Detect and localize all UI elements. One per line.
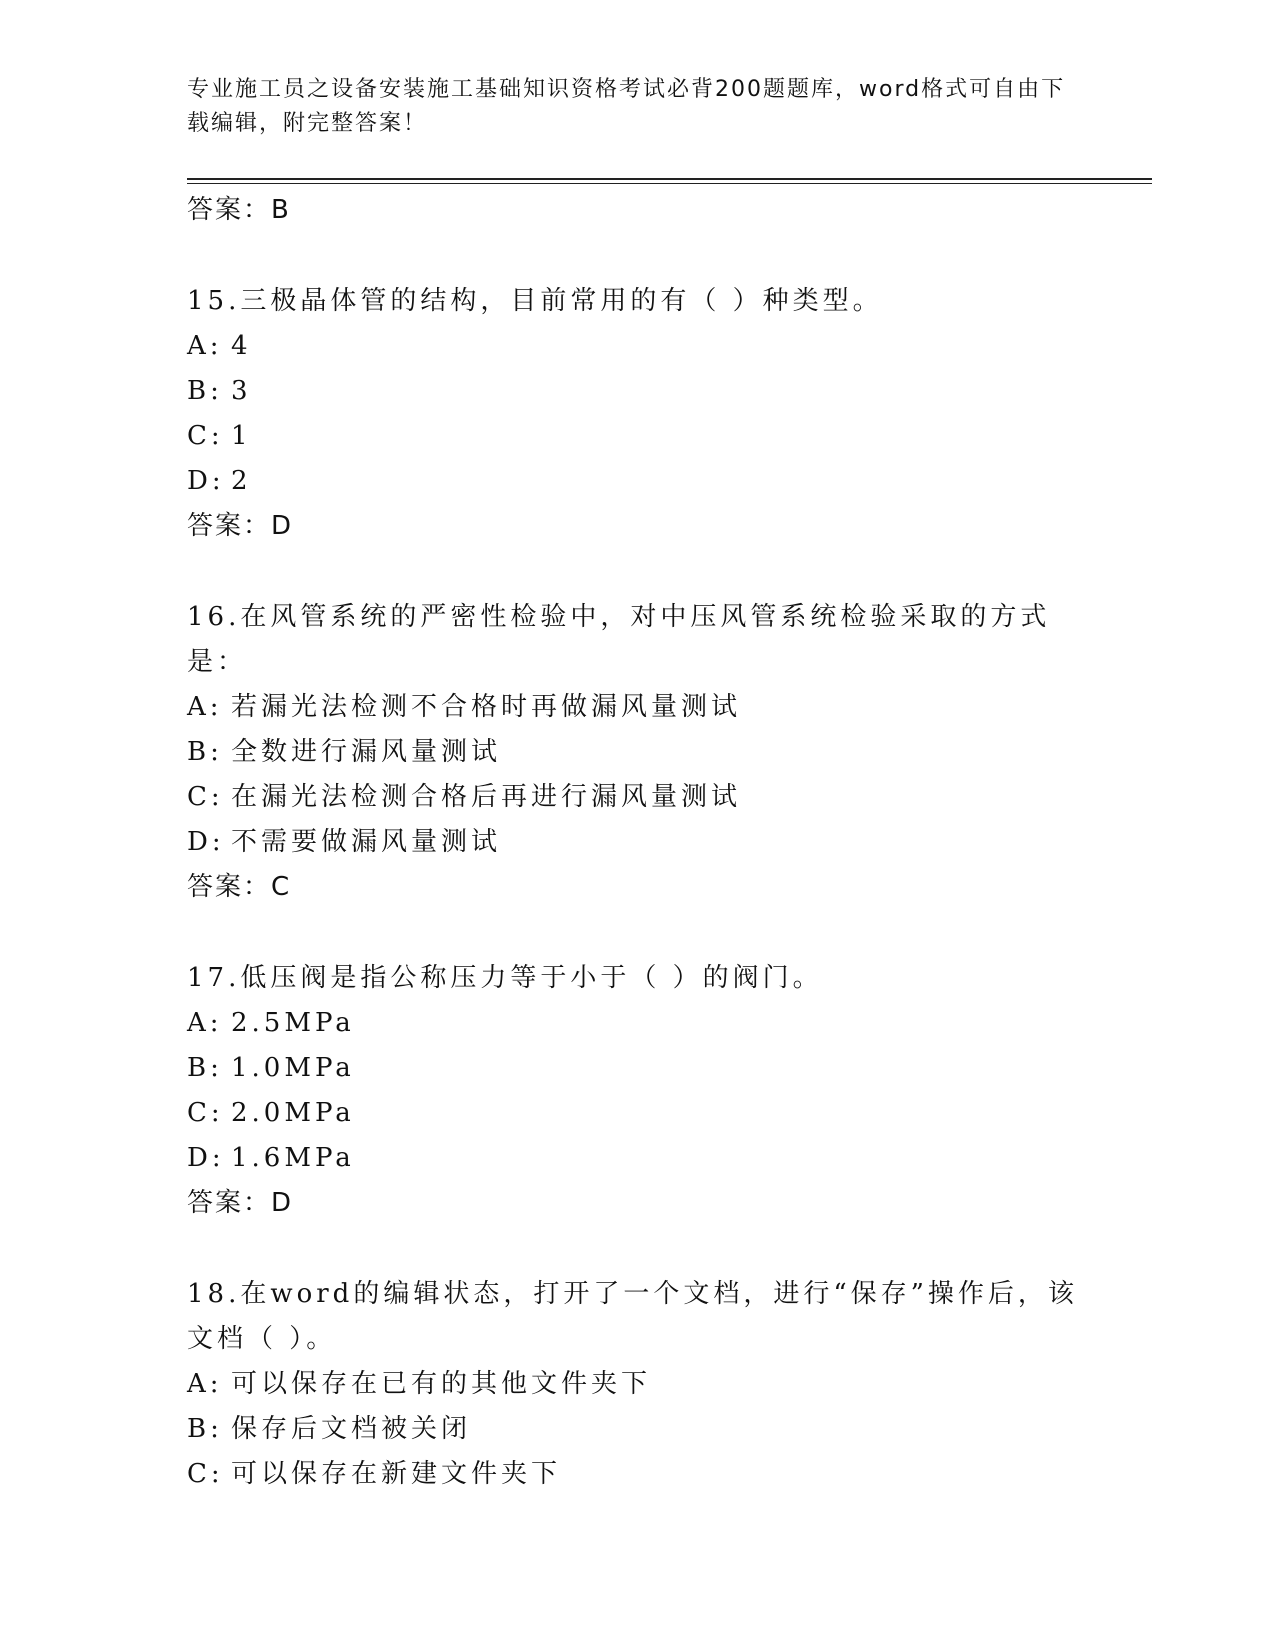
question-17	[187, 956, 1107, 1181]
option-letter: C:	[187, 1098, 224, 1128]
option-d	[187, 459, 1107, 504]
option-letter: A:	[187, 1369, 223, 1399]
option-c	[187, 1452, 1107, 1497]
option-text: 2	[231, 466, 252, 496]
option-text: 在漏光法检测合格后再进行漏风量测试	[231, 782, 742, 812]
option-letter: C:	[187, 421, 224, 451]
option-letter: D:	[187, 1143, 225, 1173]
option-c	[187, 775, 1107, 820]
option-text: 3	[231, 376, 252, 406]
header-rule-thin	[187, 183, 1152, 184]
option-d	[187, 820, 1107, 865]
question-stem: 18.在word的编辑状态，打开了一个文档，进行“保存”操作后，该文档（ ）。	[187, 1279, 1078, 1354]
option-c	[187, 414, 1107, 459]
option-letter: C:	[187, 1459, 224, 1489]
option-text: 不需要做漏风量测试	[231, 827, 502, 857]
option-letter: D:	[187, 466, 225, 496]
option-b	[187, 1046, 1107, 1091]
question-18	[187, 1272, 1107, 1497]
option-b	[187, 730, 1107, 775]
option-letter: B:	[187, 1414, 223, 1444]
question-15	[187, 279, 1107, 504]
option-letter: D:	[187, 827, 225, 857]
question-16	[187, 595, 1107, 865]
answer-q17: 答案：D	[187, 1188, 294, 1218]
question-stem: 17.低压阀是指公称压力等于小于（ ）的阀门。	[187, 963, 823, 993]
answer-q15: 答案：D	[187, 511, 294, 541]
option-b	[187, 1407, 1107, 1452]
option-letter: A:	[187, 692, 223, 722]
option-text: 2.0MPa	[231, 1098, 355, 1128]
option-letter: B:	[187, 1053, 223, 1083]
option-a	[187, 324, 1107, 369]
option-c	[187, 1091, 1107, 1136]
document-header: 专业施工员之设备安装施工基础知识资格考试必背200题题库，word格式可自由下载编辑，附完整答案！	[187, 77, 1066, 136]
option-letter: A:	[187, 1008, 223, 1038]
option-d	[187, 1136, 1107, 1181]
option-text: 2.5MPa	[231, 1008, 355, 1038]
option-b	[187, 369, 1107, 414]
question-stem: 15.三极晶体管的结构，目前常用的有（ ）种类型。	[187, 286, 883, 316]
option-letter: B:	[187, 376, 223, 406]
option-text: 保存后文档被关闭	[231, 1414, 472, 1444]
option-a	[187, 1362, 1107, 1407]
option-a	[187, 1001, 1107, 1046]
option-letter: B:	[187, 737, 223, 767]
option-text: 若漏光法检测不合格时再做漏风量测试	[231, 692, 742, 722]
option-text: 1.0MPa	[231, 1053, 355, 1083]
option-text: 1.6MPa	[231, 1143, 355, 1173]
option-text: 全数进行漏风量测试	[231, 737, 502, 767]
header-rule-thick	[187, 178, 1152, 180]
document-body	[187, 188, 1107, 1497]
option-letter: A:	[187, 331, 223, 361]
question-stem: 16.在风管系统的严密性检验中，对中压风管系统检验采取的方式是：	[187, 602, 1051, 677]
option-a	[187, 685, 1107, 730]
option-text: 可以保存在已有的其他文件夹下	[231, 1369, 652, 1399]
option-letter: C:	[187, 782, 224, 812]
option-text: 1	[231, 421, 252, 451]
answer-q16: 答案：C	[187, 872, 292, 902]
answer-q14: 答案：B	[187, 195, 291, 225]
option-text: 可以保存在新建文件夹下	[231, 1459, 562, 1489]
option-text: 4	[231, 331, 252, 361]
